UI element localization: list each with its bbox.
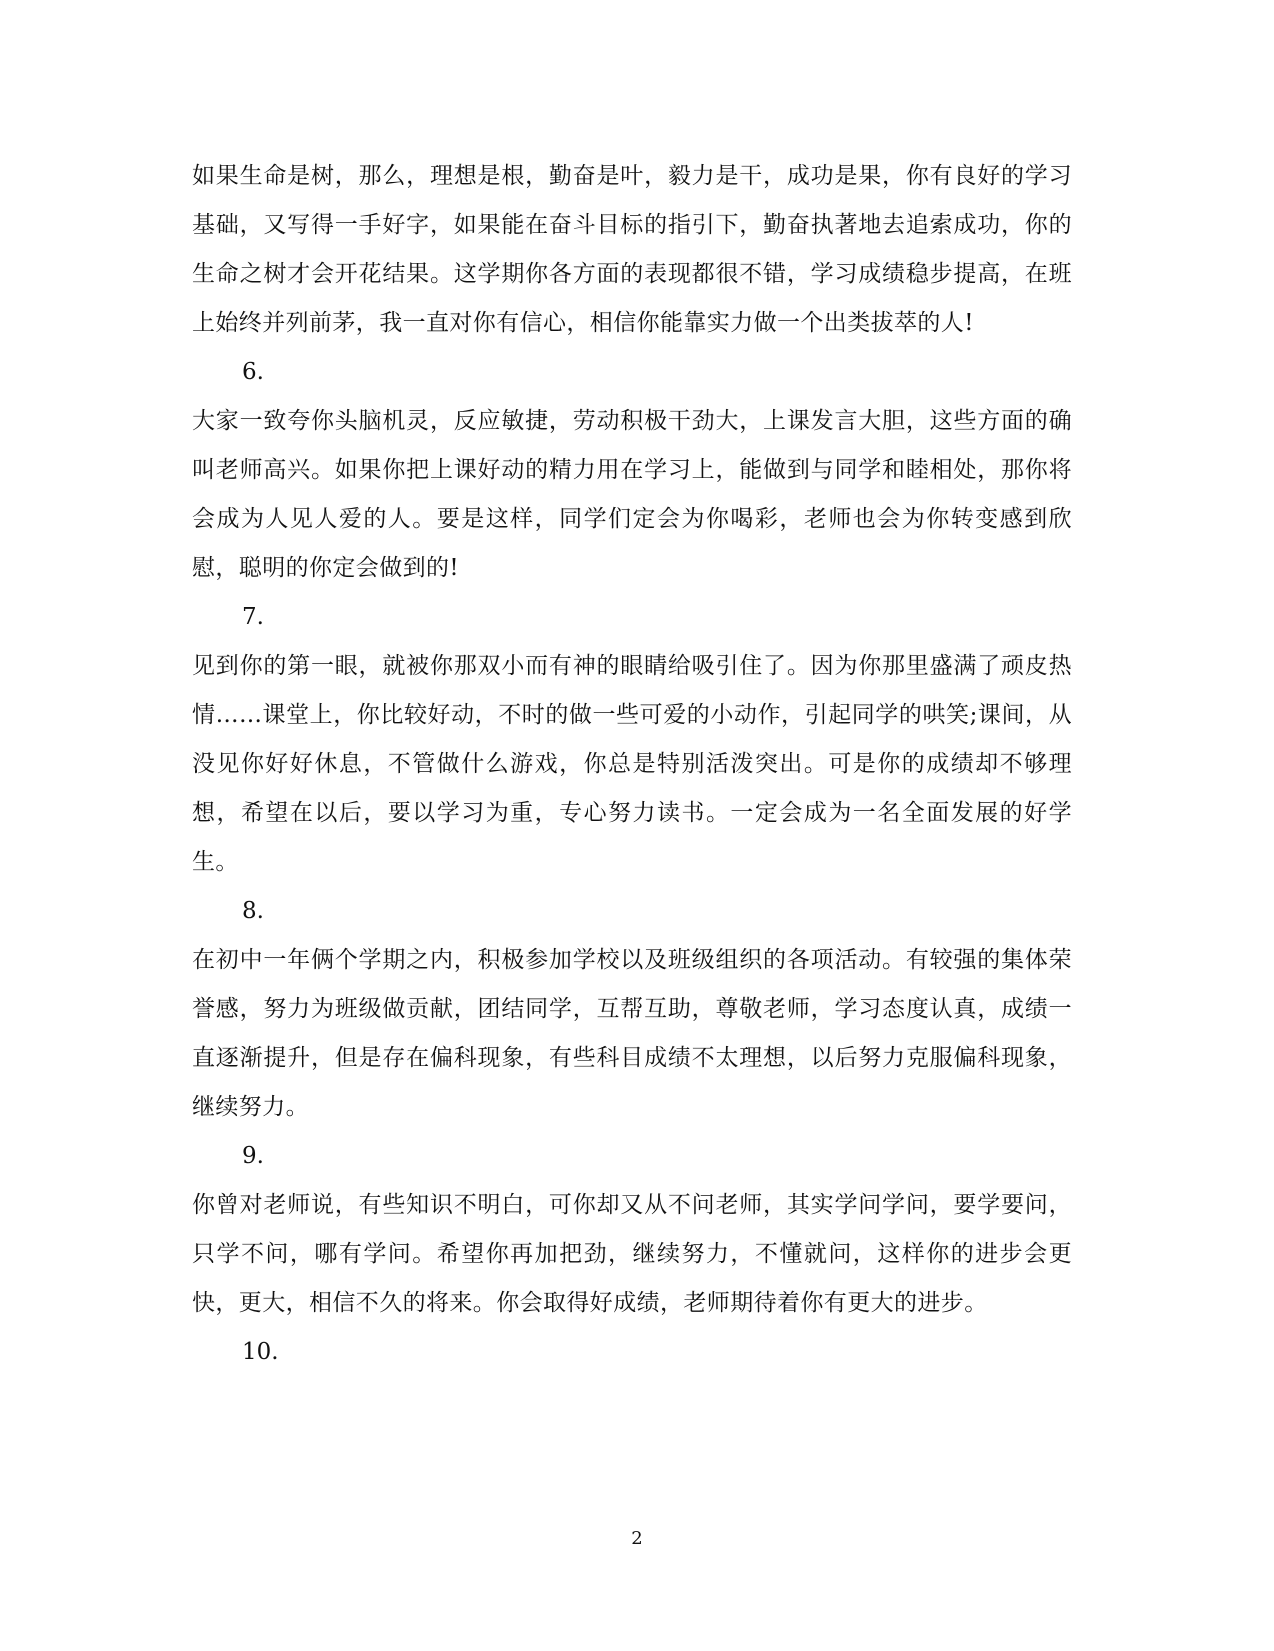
page-number: 2	[631, 1528, 643, 1549]
comment-paragraph-7: 见到你的第一眼，就被你那双小而有神的眼睛给吸引住了。因为你那里盛满了顽皮热情……课堂上，你比较好动，不时的做一些可爱的小动作，引起同学的哄笑;课间，从没见你好好休息，不管做什么游戏，你总是特别活泼突出。可是你的成绩却不够理想，希望在以后，要以学习为重，专心努力读书。一定会成为一名全面发展的好学生。	[192, 653, 1072, 875]
item-number-10: 10.	[242, 1339, 279, 1365]
item-number-6: 6.	[242, 359, 264, 385]
comment-paragraph-5: 如果生命是树，那么，理想是根，勤奋是叶，毅力是干，成功是果，你有良好的学习基础，又写得一手好字，如果能在奋斗目标的指引下，勤奋执著地去追索成功，你的生命之树才会开花结果。这学期你各方面的表现都很不错，学习成绩稳步提高，在班上始终并列前茅，我一直对你有信心，相信你能靠实力做一个出类拔萃的人!	[192, 163, 1072, 336]
item-number-8: 8.	[242, 898, 264, 924]
comment-paragraph-9: 你曾对老师说，有些知识不明白，可你却又从不问老师，其实学问学问，要学要问，只学不问，哪有学问。希望你再加把劲，继续努力，不懂就问，这样你的进步会更快，更大，相信不久的将来。你会取得好成绩，老师期待着你有更大的进步。	[192, 1192, 1072, 1316]
comment-paragraph-8: 在初中一年俩个学期之内，积极参加学校以及班级组织的各项活动。有较强的集体荣誉感，努力为班级做贡献，团结同学，互帮互助，尊敬老师，学习态度认真，成绩一直逐渐提升，但是存在偏科现象，有些科目成绩不太理想，以后努力克服偏科现象，继续努力。	[192, 947, 1072, 1120]
item-number-7: 7.	[242, 604, 264, 630]
item-number-9: 9.	[242, 1143, 264, 1169]
document-body	[192, 152, 1072, 1377]
comment-paragraph-6: 大家一致夸你头脑机灵，反应敏捷，劳动积极干劲大，上课发言大胆，这些方面的确叫老师高兴。如果你把上课好动的精力用在学习上，能做到与同学和睦相处，那你将会成为人见人爱的人。要是这样，同学们定会为你喝彩，老师也会为你转变感到欣慰，聪明的你定会做到的!	[192, 408, 1072, 581]
